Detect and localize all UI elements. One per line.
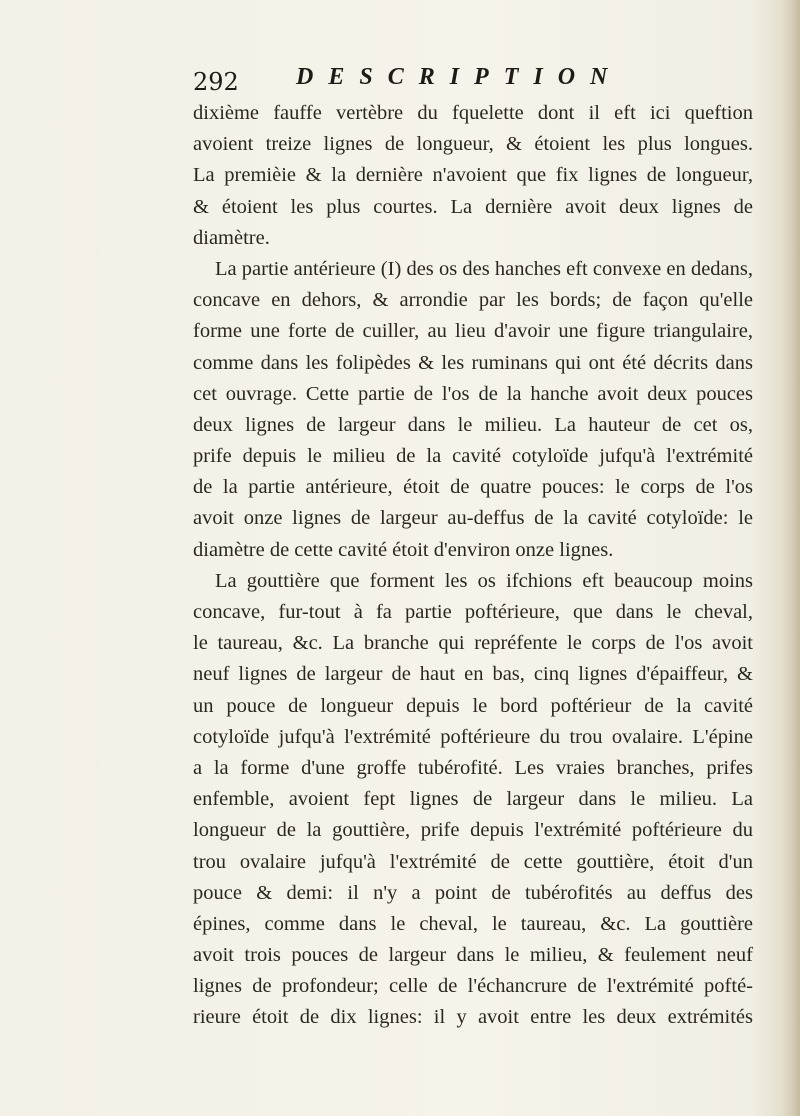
text-line: concave, fur-tout à fa partie poftérieure, que dans le cheval, bbox=[193, 601, 753, 623]
body-text bbox=[193, 98, 753, 1034]
text-line: comme dans les folipèdes & les ruminans qui ont été décrits dans bbox=[193, 351, 753, 374]
text-line: enfemble, avoient fept lignes de largeur dans le milieu. La bbox=[193, 788, 753, 811]
text-line: longueur de la gouttière, prife depuis l'extrémité poftérieure du bbox=[193, 819, 753, 842]
text-line: deux lignes de largeur dans le milieu. La hauteur de cet os, bbox=[193, 413, 753, 436]
text-line: avoient treize lignes de longueur, & étoient les plus longues. bbox=[193, 133, 753, 156]
text-line: rieure étoit de dix lignes: il y avoit entre les deux extrémités bbox=[193, 1006, 753, 1029]
text-line: & étoient les plus courtes. La dernière avoit deux lignes de bbox=[193, 195, 753, 218]
text-line: diamètre. bbox=[193, 226, 270, 249]
text-line: cotyloïde jufqu'à l'extrémité poftérieure du trou ovalaire. L'épine bbox=[193, 725, 753, 748]
text-line: avoit trois pouces de largeur dans le milieu, & feulement neuf bbox=[193, 944, 753, 967]
page-number: 292 bbox=[193, 68, 239, 96]
text-line: dixième fauffe vertèbre du fquelette dont il eft ici queftion bbox=[193, 102, 753, 124]
running-title: DESCRIPTION bbox=[296, 64, 623, 90]
text-line: de la partie antérieure, étoit de quatre pouces: le corps de l'os bbox=[193, 476, 753, 499]
text-line: La gouttière que forment les os ifchions eft beaucoup moins bbox=[215, 569, 753, 592]
text-line: prife depuis le milieu de la cavité cotyloïde jufqu'à l'extrémité bbox=[193, 445, 753, 468]
text-line: concave en dehors, & arrondie par les bords; de façon qu'elle bbox=[193, 289, 753, 312]
page-edge-shadow bbox=[782, 0, 800, 1116]
text-line: épines, comme dans le cheval, le taureau, &c. La gouttière bbox=[193, 912, 753, 935]
text-line: pouce & demi: il n'y a point de tubérofités au deffus des bbox=[193, 881, 753, 904]
text-line: a la forme d'une groffe tubérofité. Les vraies branches, prifes bbox=[193, 756, 753, 779]
text-line: diamètre de cette cavité étoit d'environ onze lignes. bbox=[193, 538, 614, 561]
text-line: le taureau, &c. La branche qui repréfente le corps de l'os avoit bbox=[193, 632, 753, 655]
text-line: un pouce de longueur depuis le bord poftérieur de la cavité bbox=[193, 694, 753, 717]
text-line: cet ouvrage. Cette partie de l'os de la hanche avoit deux pouces bbox=[193, 382, 753, 405]
text-line: forme une forte de cuiller, au lieu d'avoir une figure triangulaire, bbox=[193, 320, 753, 343]
text-line: La premièie & la dernière n'avoient que fix lignes de longueur, bbox=[193, 164, 753, 187]
text-line: lignes de profondeur; celle de l'échancrure de l'extrémité pofté- bbox=[193, 975, 753, 998]
text-line: trou ovalaire jufqu'à l'extrémité de cette gouttière, étoit d'un bbox=[193, 850, 753, 873]
text-line: La partie antérieure (I) des os des hanches eft convexe en dedans, bbox=[215, 257, 753, 280]
text-line: avoit onze lignes de largeur au-deffus de la cavité cotyloïde: le bbox=[193, 507, 753, 530]
text-line: neuf lignes de largeur de haut en bas, cinq lignes d'épaiffeur, & bbox=[193, 663, 753, 686]
